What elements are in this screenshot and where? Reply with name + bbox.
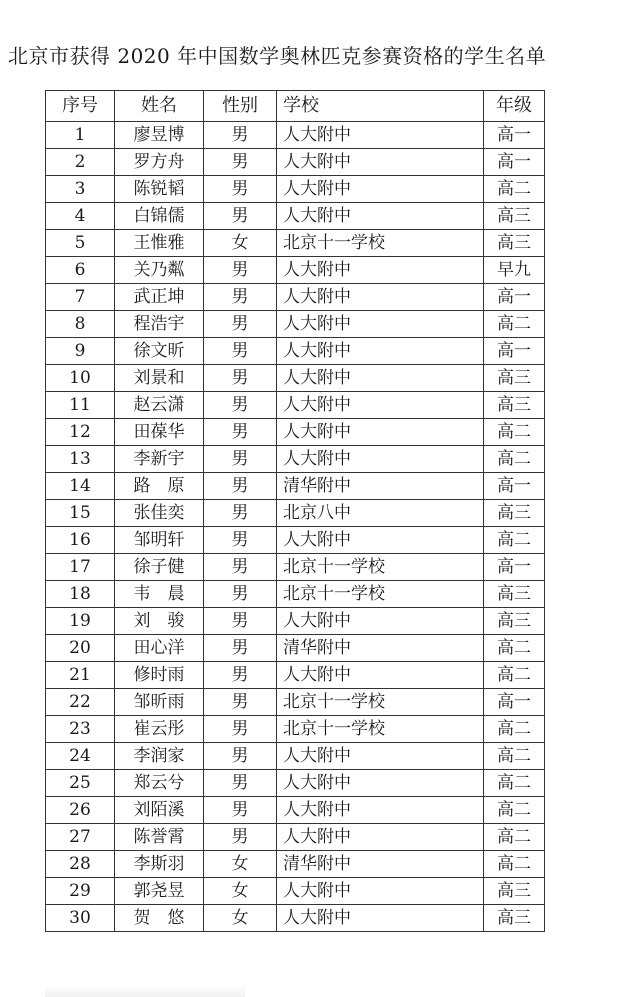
cell-school: 人大附中 <box>277 878 484 905</box>
cell-gender: 女 <box>204 230 277 257</box>
column-header-gender: 性别 <box>204 91 277 122</box>
cell-name: 赵云潇 <box>115 392 204 419</box>
cell-name: 白锦儒 <box>115 203 204 230</box>
cell-no: 5 <box>46 230 115 257</box>
cell-school: 北京十一学校 <box>277 716 484 743</box>
cell-no: 16 <box>46 527 115 554</box>
cell-grade: 高二 <box>484 716 545 743</box>
cell-name: 郑云兮 <box>115 770 204 797</box>
cell-gender: 男 <box>204 257 277 284</box>
cell-school: 人大附中 <box>277 257 484 284</box>
cell-gender: 男 <box>204 770 277 797</box>
cell-grade: 高二 <box>484 770 545 797</box>
cell-gender: 男 <box>204 797 277 824</box>
table-row <box>46 527 545 554</box>
cell-school: 北京十一学校 <box>277 230 484 257</box>
cell-school: 清华附中 <box>277 635 484 662</box>
cell-name: 张佳奕 <box>115 500 204 527</box>
cell-school: 人大附中 <box>277 824 484 851</box>
cell-school: 人大附中 <box>277 176 484 203</box>
cell-school: 人大附中 <box>277 446 484 473</box>
cell-name: 崔云彤 <box>115 716 204 743</box>
cell-school: 人大附中 <box>277 203 484 230</box>
cell-grade: 高一 <box>484 689 545 716</box>
cell-name: 陈锐韬 <box>115 176 204 203</box>
cell-name: 李斯羽 <box>115 851 204 878</box>
cell-name: 刘 骏 <box>115 608 204 635</box>
cell-gender: 男 <box>204 473 277 500</box>
cell-school: 人大附中 <box>277 149 484 176</box>
column-header-grade: 年级 <box>484 91 545 122</box>
cell-school: 清华附中 <box>277 473 484 500</box>
cell-no: 25 <box>46 770 115 797</box>
table-row <box>46 365 545 392</box>
table-row <box>46 311 545 338</box>
cell-grade: 早九 <box>484 257 545 284</box>
cell-school: 人大附中 <box>277 608 484 635</box>
table-row <box>46 851 545 878</box>
cell-grade: 高三 <box>484 878 545 905</box>
cell-no: 1 <box>46 122 115 149</box>
cell-grade: 高二 <box>484 176 545 203</box>
cell-no: 27 <box>46 824 115 851</box>
cell-name: 徐子健 <box>115 554 204 581</box>
cell-school: 北京十一学校 <box>277 554 484 581</box>
cell-gender: 男 <box>204 311 277 338</box>
cell-no: 22 <box>46 689 115 716</box>
cell-school: 人大附中 <box>277 743 484 770</box>
cell-gender: 男 <box>204 716 277 743</box>
column-header-name: 姓名 <box>115 91 204 122</box>
table-row <box>46 662 545 689</box>
cell-grade: 高二 <box>484 446 545 473</box>
cell-no: 13 <box>46 446 115 473</box>
cell-gender: 男 <box>204 122 277 149</box>
cell-no: 15 <box>46 500 115 527</box>
cell-name: 罗方舟 <box>115 149 204 176</box>
cell-grade: 高三 <box>484 500 545 527</box>
cell-gender: 男 <box>204 635 277 662</box>
cell-no: 8 <box>46 311 115 338</box>
cell-gender: 男 <box>204 419 277 446</box>
cell-no: 9 <box>46 338 115 365</box>
cell-no: 17 <box>46 554 115 581</box>
cell-no: 30 <box>46 905 115 932</box>
cell-grade: 高一 <box>484 122 545 149</box>
cell-gender: 男 <box>204 203 277 230</box>
cell-school: 清华附中 <box>277 851 484 878</box>
table-row <box>46 473 545 500</box>
cell-name: 武正坤 <box>115 284 204 311</box>
table-body <box>46 122 545 932</box>
cell-grade: 高二 <box>484 419 545 446</box>
table-row <box>46 392 545 419</box>
cell-school: 人大附中 <box>277 770 484 797</box>
cell-no: 11 <box>46 392 115 419</box>
cell-grade: 高二 <box>484 662 545 689</box>
cell-no: 29 <box>46 878 115 905</box>
table-row <box>46 446 545 473</box>
cell-name: 陈誉霄 <box>115 824 204 851</box>
cell-grade: 高三 <box>484 608 545 635</box>
cell-name: 李润家 <box>115 743 204 770</box>
page-title: 北京市获得 2020 年中国数学奥林匹克参赛资格的学生名单 <box>8 44 547 68</box>
cell-school: 人大附中 <box>277 122 484 149</box>
cell-school: 北京八中 <box>277 500 484 527</box>
table-row <box>46 770 545 797</box>
cell-school: 北京十一学校 <box>277 689 484 716</box>
cell-no: 7 <box>46 284 115 311</box>
cell-gender: 男 <box>204 662 277 689</box>
cell-grade: 高二 <box>484 824 545 851</box>
table-row <box>46 716 545 743</box>
table-row <box>46 689 545 716</box>
table-row <box>46 824 545 851</box>
cell-school: 人大附中 <box>277 365 484 392</box>
cell-no: 10 <box>46 365 115 392</box>
cell-name: 李新宇 <box>115 446 204 473</box>
cell-grade: 高三 <box>484 365 545 392</box>
cell-no: 3 <box>46 176 115 203</box>
table-row <box>46 122 545 149</box>
student-table <box>45 90 545 932</box>
cell-gender: 男 <box>204 338 277 365</box>
cell-grade: 高一 <box>484 338 545 365</box>
table-row <box>46 554 545 581</box>
cell-grade: 高三 <box>484 203 545 230</box>
cell-school: 人大附中 <box>277 905 484 932</box>
table-row <box>46 284 545 311</box>
cell-name: 关乃粼 <box>115 257 204 284</box>
cell-gender: 男 <box>204 284 277 311</box>
cell-school: 人大附中 <box>277 338 484 365</box>
cell-gender: 男 <box>204 176 277 203</box>
table-row <box>46 500 545 527</box>
cell-gender: 女 <box>204 878 277 905</box>
cell-gender: 男 <box>204 149 277 176</box>
cell-name: 刘陌溪 <box>115 797 204 824</box>
table-row <box>46 419 545 446</box>
cell-grade: 高二 <box>484 851 545 878</box>
cell-name: 刘景和 <box>115 365 204 392</box>
table-row <box>46 257 545 284</box>
cell-grade: 高三 <box>484 230 545 257</box>
cell-gender: 男 <box>204 824 277 851</box>
cell-grade: 高三 <box>484 392 545 419</box>
cell-name: 程浩宇 <box>115 311 204 338</box>
cell-grade: 高一 <box>484 554 545 581</box>
cell-school: 人大附中 <box>277 311 484 338</box>
cell-grade: 高一 <box>484 284 545 311</box>
table-row <box>46 230 545 257</box>
cell-school: 人大附中 <box>277 662 484 689</box>
cell-no: 12 <box>46 419 115 446</box>
cell-gender: 男 <box>204 581 277 608</box>
column-header-no: 序号 <box>46 91 115 122</box>
table-header-row <box>46 91 545 122</box>
cell-gender: 男 <box>204 527 277 554</box>
cell-gender: 女 <box>204 851 277 878</box>
cell-no: 20 <box>46 635 115 662</box>
page-edge-shadow <box>45 985 245 997</box>
cell-name: 邹昕雨 <box>115 689 204 716</box>
column-header-school: 学校 <box>277 91 484 122</box>
table-row <box>46 608 545 635</box>
cell-no: 26 <box>46 797 115 824</box>
cell-school: 北京十一学校 <box>277 581 484 608</box>
cell-school: 人大附中 <box>277 284 484 311</box>
cell-name: 徐文昕 <box>115 338 204 365</box>
cell-grade: 高二 <box>484 635 545 662</box>
cell-name: 王惟雅 <box>115 230 204 257</box>
table-row <box>46 743 545 770</box>
cell-gender: 男 <box>204 392 277 419</box>
cell-gender: 男 <box>204 689 277 716</box>
cell-no: 2 <box>46 149 115 176</box>
cell-school: 人大附中 <box>277 527 484 554</box>
cell-school: 人大附中 <box>277 392 484 419</box>
cell-name: 修时雨 <box>115 662 204 689</box>
cell-gender: 男 <box>204 500 277 527</box>
cell-no: 21 <box>46 662 115 689</box>
table-row <box>46 149 545 176</box>
cell-school: 人大附中 <box>277 797 484 824</box>
cell-gender: 男 <box>204 554 277 581</box>
cell-gender: 女 <box>204 905 277 932</box>
table-row <box>46 878 545 905</box>
table-row <box>46 905 545 932</box>
cell-name: 田葆华 <box>115 419 204 446</box>
cell-no: 4 <box>46 203 115 230</box>
table-row <box>46 338 545 365</box>
cell-no: 24 <box>46 743 115 770</box>
cell-name: 贺 悠 <box>115 905 204 932</box>
table-row <box>46 635 545 662</box>
cell-name: 田心洋 <box>115 635 204 662</box>
cell-no: 14 <box>46 473 115 500</box>
cell-no: 19 <box>46 608 115 635</box>
cell-gender: 男 <box>204 365 277 392</box>
cell-no: 28 <box>46 851 115 878</box>
cell-name: 廖昱博 <box>115 122 204 149</box>
cell-grade: 高一 <box>484 473 545 500</box>
cell-grade: 高二 <box>484 527 545 554</box>
cell-grade: 高三 <box>484 581 545 608</box>
cell-name: 路 原 <box>115 473 204 500</box>
cell-grade: 高二 <box>484 311 545 338</box>
cell-gender: 男 <box>204 446 277 473</box>
table-row <box>46 581 545 608</box>
cell-grade: 高一 <box>484 149 545 176</box>
cell-school: 人大附中 <box>277 419 484 446</box>
cell-no: 23 <box>46 716 115 743</box>
cell-gender: 男 <box>204 608 277 635</box>
cell-grade: 高二 <box>484 743 545 770</box>
cell-no: 18 <box>46 581 115 608</box>
table-row <box>46 176 545 203</box>
cell-grade: 高三 <box>484 905 545 932</box>
table-row <box>46 203 545 230</box>
cell-gender: 男 <box>204 743 277 770</box>
cell-name: 郭尧昱 <box>115 878 204 905</box>
cell-no: 6 <box>46 257 115 284</box>
cell-name: 邹明轩 <box>115 527 204 554</box>
table-row <box>46 797 545 824</box>
cell-name: 韦 晨 <box>115 581 204 608</box>
cell-grade: 高二 <box>484 797 545 824</box>
